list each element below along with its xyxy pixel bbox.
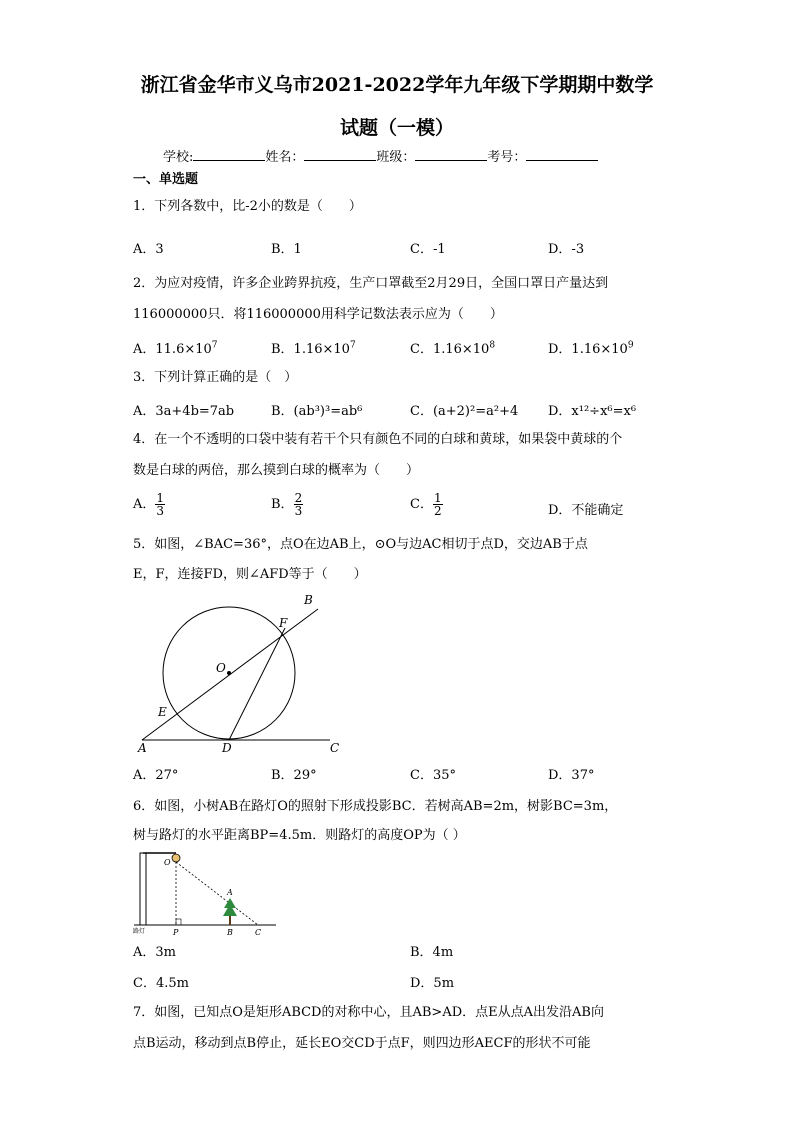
title-line-1: 浙江省金华市义乌市2021-2022学年九年级下学期期中数学 xyxy=(140,74,654,96)
section-heading: 一、单选题 xyxy=(133,172,199,187)
q2-option-c: C．$1.16\times 10^8$ xyxy=(410,340,496,357)
lamp-label: 路灯 xyxy=(133,928,146,935)
q2-stem-line2: 116000000只．将116000000用科学记数法表示应为（ ） xyxy=(133,307,503,322)
info-line xyxy=(163,146,598,165)
q7-stem-line2: 点B运动，移动到点B停止，延长EO交CD于点F，则四边形AECF的形状不可能 xyxy=(133,1036,591,1051)
q4-option-d: D．不能确定 xyxy=(548,503,624,518)
q5-option-a: A．27° xyxy=(133,768,179,783)
title-line-2: 试题（一模） xyxy=(339,117,454,139)
id-blank[interactable] xyxy=(526,148,598,161)
label-f: F xyxy=(279,616,288,630)
label-b: B xyxy=(304,593,313,607)
label-o: O xyxy=(216,661,226,675)
q5-figure xyxy=(130,590,360,760)
id-label: 考号： xyxy=(487,150,527,165)
class-label: 班级： xyxy=(376,150,416,165)
school-label: 学校: xyxy=(163,150,194,165)
line-fd xyxy=(229,628,285,740)
q3-option-b: B．(ab³)³=ab⁶ xyxy=(271,404,363,419)
name-label: 姓名： xyxy=(265,150,305,165)
label-d: D xyxy=(222,741,232,755)
q2-option-b: B．$1.16\times 10^7$ xyxy=(271,340,356,357)
label-b: B xyxy=(227,928,233,937)
q1-option-a: A．3 xyxy=(133,242,164,257)
label-o: O xyxy=(164,858,171,867)
q3-option-c: C．(a+2)²=a²+4 xyxy=(410,404,519,419)
school-blank[interactable] xyxy=(193,148,265,161)
q6-option-b: B．4m xyxy=(410,945,454,960)
q5-option-b: B．29° xyxy=(271,768,317,783)
name-blank[interactable] xyxy=(304,148,376,161)
q7-stem-line1: 7．如图，已知点O是矩形ABCD的对称中心，且AB>AD．点E从点A出发沿AB向 xyxy=(133,1005,604,1020)
q1-stem: 1．下列各数中，比-2小的数是（ ） xyxy=(133,199,362,214)
q4-stem-line1: 4．在一个不透明的口袋中装有若干个只有颜色不同的白球和黄球，如果袋中黄球的个 xyxy=(133,432,623,447)
q6-option-c: C．4.5m xyxy=(133,976,189,991)
q4-option-c: C． $\frac{1}{2}$ xyxy=(410,491,442,518)
label-p: P xyxy=(173,928,179,937)
q5-option-c: C．35° xyxy=(410,768,456,783)
q3-option-d: D．x¹²÷x⁶=x⁶ xyxy=(548,404,637,419)
q2-stem-line1: 2．为应对疫情，许多企业跨界抗疫，生产口罩截至2月29日，全国口罩日产量达到 xyxy=(133,276,609,291)
q4-option-a: A． $\frac{1}{3}$ xyxy=(133,491,165,518)
oc-dashed xyxy=(176,862,258,925)
q5-stem-line1: 5．如图，∠BAC=36°，点O在边AB上，⊙O与边AC相切于点D，交边AB于点 xyxy=(133,537,588,552)
q2-option-d: D．$1.16\times 10^9$ xyxy=(548,340,634,357)
q6-option-a: A．3m xyxy=(133,945,176,960)
label-c: C xyxy=(255,928,262,937)
q6-figure xyxy=(130,848,280,938)
lamp-pole xyxy=(140,853,146,925)
q4-option-b: B． $\frac{2}{3}$ xyxy=(271,491,303,518)
q4-stem-line2: 数是白球的两倍，那么摸到白球的概率为（ ） xyxy=(133,463,420,478)
q5-option-d: D．37° xyxy=(548,768,595,783)
label-a: A xyxy=(138,741,147,755)
class-blank[interactable] xyxy=(415,148,487,161)
tree-icon xyxy=(223,898,237,925)
q5-stem-line2: E，F，连接FD，则∠AFD等于（ ） xyxy=(133,567,367,582)
q3-option-a: A．3a+4b=7ab xyxy=(133,404,235,419)
label-e: E xyxy=(158,705,167,719)
label-a: A xyxy=(227,888,233,897)
point-o xyxy=(227,671,231,675)
lamp-bulb xyxy=(172,854,180,862)
q6-option-d: D．5m xyxy=(410,976,455,991)
q1-option-c: C．-1 xyxy=(410,242,446,257)
q6-stem-line2: 树与路灯的水平距离BP=4.5m．则路灯的高度OP为（ ） xyxy=(133,828,466,843)
right-angle-mark xyxy=(176,919,181,925)
q2-option-a: A．$11.6\times 10^7$ xyxy=(133,340,218,357)
q1-option-b: B．1 xyxy=(271,242,302,257)
q1-option-d: D．-3 xyxy=(548,242,585,257)
q6-stem-line1: 6．如图，小树AB在路灯O的照射下形成投影BC．若树高AB=2m，树影BC=3m， xyxy=(133,799,618,814)
label-c: C xyxy=(330,741,340,755)
q3-stem: 3．下列计算正确的是（ ） xyxy=(133,370,298,385)
